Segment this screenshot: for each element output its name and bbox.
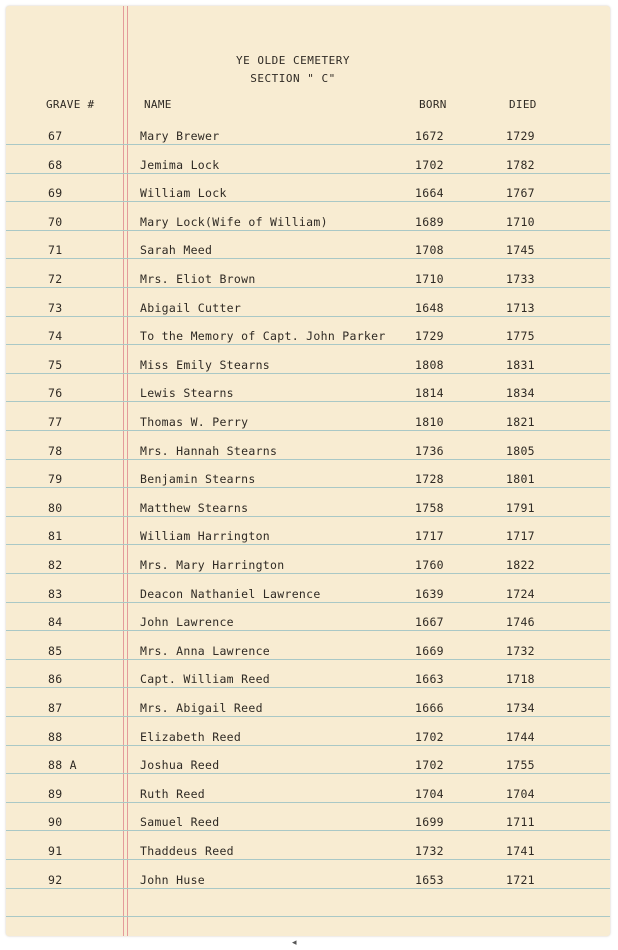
ruled-line — [6, 144, 610, 145]
birth-year: 1702 — [415, 758, 444, 773]
column-header-born: BORN — [419, 98, 447, 111]
person-name: To the Memory of Capt. John Parker — [140, 329, 386, 344]
death-year: 1732 — [506, 643, 535, 658]
death-year: 1710 — [506, 214, 535, 229]
ruled-line — [6, 602, 610, 603]
ruled-line — [6, 516, 610, 517]
table-row — [6, 472, 610, 488]
birth-year: 1808 — [415, 357, 444, 372]
birth-year: 1760 — [415, 558, 444, 572]
ruled-line — [6, 544, 610, 545]
person-name: Abigail Cutter — [140, 300, 242, 315]
grave-number: 77 — [48, 415, 63, 429]
table-row — [6, 644, 610, 660]
ruled-line — [6, 487, 610, 488]
ruled-line — [6, 201, 610, 202]
ruled-line — [6, 830, 610, 831]
death-year: 1733 — [506, 272, 535, 286]
person-name: Lewis Stearns — [140, 386, 234, 401]
birth-year: 1666 — [415, 701, 444, 715]
grave-number: 79 — [48, 472, 63, 487]
table-row — [6, 444, 610, 460]
birth-year: 1729 — [415, 329, 444, 344]
death-year: 1729 — [506, 129, 535, 143]
ruled-line — [6, 716, 610, 717]
birth-year: 1639 — [415, 586, 444, 601]
death-year: 1805 — [506, 443, 535, 458]
column-header-died: DIED — [509, 98, 537, 111]
ruled-line — [6, 401, 610, 402]
grave-number: 91 — [48, 844, 63, 858]
birth-year: 1728 — [415, 472, 444, 487]
person-name: Ruth Reed — [140, 786, 206, 801]
birth-year: 1708 — [415, 243, 444, 258]
ruled-line — [6, 859, 610, 860]
death-year: 1721 — [506, 872, 535, 887]
grave-number: 68 — [48, 157, 63, 172]
death-year: 1734 — [506, 701, 535, 715]
table-row — [6, 701, 610, 717]
death-year: 1713 — [506, 300, 535, 315]
birth-year: 1732 — [415, 844, 444, 858]
column-header-name: NAME — [144, 98, 172, 111]
table-row — [6, 272, 610, 288]
ruled-line — [6, 459, 610, 460]
grave-number: 69 — [48, 186, 63, 201]
table-row — [6, 815, 610, 831]
ruled-line — [6, 687, 610, 688]
death-year: 1724 — [506, 586, 535, 601]
birth-year: 1648 — [415, 300, 444, 315]
birth-year: 1810 — [415, 415, 444, 429]
grave-number: 78 — [48, 443, 63, 458]
birth-year: 1669 — [415, 643, 444, 658]
birth-year: 1699 — [415, 815, 444, 830]
grave-number: 75 — [48, 357, 63, 372]
table-row — [6, 730, 610, 746]
person-name: Mrs. Anna Lawrence — [140, 643, 271, 658]
person-name: Joshua Reed — [140, 758, 220, 773]
cemetery-title: YE OLDE CEMETERY — [236, 54, 350, 67]
death-year: 1745 — [506, 243, 535, 258]
ledger-sheet — [6, 6, 610, 936]
ruled-line — [6, 888, 610, 889]
table-row — [6, 844, 610, 860]
grave-number: 84 — [48, 615, 63, 630]
person-name: Miss Emily Stearns — [140, 357, 271, 372]
death-year: 1746 — [506, 615, 535, 630]
table-row — [6, 615, 610, 631]
grave-number: 88 — [48, 729, 63, 744]
person-name: Mary Lock(Wife of William) — [140, 214, 328, 229]
grave-number: 67 — [48, 129, 63, 143]
page-corner-mark: ◂ — [292, 938, 297, 948]
person-name: John Lawrence — [140, 615, 234, 630]
grave-number: 80 — [48, 500, 63, 515]
table-row — [6, 672, 610, 688]
ruled-line — [6, 745, 610, 746]
table-row — [6, 587, 610, 603]
person-name: Samuel Reed — [140, 815, 220, 830]
table-row — [6, 787, 610, 803]
grave-number: 70 — [48, 214, 63, 229]
table-row — [6, 415, 610, 431]
death-year: 1782 — [506, 157, 535, 172]
person-name: Thaddeus Reed — [140, 844, 234, 858]
death-year: 1801 — [506, 472, 535, 487]
ruled-line — [6, 773, 610, 774]
person-name: Jemima Lock — [140, 157, 220, 172]
birth-year: 1758 — [415, 500, 444, 515]
table-row — [6, 358, 610, 374]
grave-number: 76 — [48, 386, 63, 401]
person-name: Mrs. Eliot Brown — [140, 272, 256, 286]
grave-number: 83 — [48, 586, 63, 601]
grave-number: 87 — [48, 701, 63, 715]
person-name: Mrs. Mary Harrington — [140, 558, 285, 572]
death-year: 1755 — [506, 758, 535, 773]
birth-year: 1702 — [415, 157, 444, 172]
grave-number: 72 — [48, 272, 63, 286]
death-year: 1741 — [506, 844, 535, 858]
table-row — [6, 386, 610, 402]
birth-year: 1672 — [415, 129, 444, 143]
death-year: 1718 — [506, 672, 535, 687]
grave-number: 81 — [48, 529, 63, 544]
birth-year: 1710 — [415, 272, 444, 286]
table-row — [6, 501, 610, 517]
ruled-line — [6, 916, 610, 917]
death-year: 1834 — [506, 386, 535, 401]
ruled-line — [6, 802, 610, 803]
person-name: John Huse — [140, 872, 206, 887]
person-name: Mrs. Abigail Reed — [140, 701, 263, 715]
birth-year: 1704 — [415, 786, 444, 801]
birth-year: 1717 — [415, 529, 444, 544]
ruled-line — [6, 287, 610, 288]
ruled-line — [6, 258, 610, 259]
table-row — [6, 215, 610, 231]
ruled-line — [6, 344, 610, 345]
table-row — [6, 186, 610, 202]
birth-year: 1663 — [415, 672, 444, 687]
grave-number: 85 — [48, 643, 63, 658]
death-year: 1831 — [506, 357, 535, 372]
birth-year: 1814 — [415, 386, 444, 401]
section-title: SECTION " C" — [250, 72, 336, 85]
ruled-line — [6, 659, 610, 660]
table-row — [6, 158, 610, 174]
ruled-line — [6, 230, 610, 231]
table-row — [6, 243, 610, 259]
table-row — [6, 129, 610, 145]
grave-number: 88 A — [48, 758, 77, 773]
grave-number: 86 — [48, 672, 63, 687]
person-name: William Harrington — [140, 529, 271, 544]
birth-year: 1689 — [415, 214, 444, 229]
birth-year: 1702 — [415, 729, 444, 744]
death-year: 1744 — [506, 729, 535, 744]
grave-number: 92 — [48, 872, 63, 887]
ruled-line — [6, 630, 610, 631]
grave-number: 71 — [48, 243, 63, 258]
birth-year: 1664 — [415, 186, 444, 201]
person-name: Mary Brewer — [140, 129, 220, 143]
person-name: Matthew Stearns — [140, 500, 249, 515]
birth-year: 1653 — [415, 872, 444, 887]
ruled-line — [6, 316, 610, 317]
death-year: 1775 — [506, 329, 535, 344]
grave-number: 90 — [48, 815, 63, 830]
person-name: Sarah Meed — [140, 243, 213, 258]
ruled-line — [6, 173, 610, 174]
person-name: William Lock — [140, 186, 227, 201]
table-row — [6, 329, 610, 345]
person-name: Mrs. Hannah Stearns — [140, 443, 278, 458]
person-name: Benjamin Stearns — [140, 472, 256, 487]
person-name: Thomas W. Perry — [140, 415, 249, 429]
ruled-line — [6, 573, 610, 574]
ruled-line — [6, 430, 610, 431]
death-year: 1704 — [506, 786, 535, 801]
person-name: Deacon Nathaniel Lawrence — [140, 586, 321, 601]
death-year: 1821 — [506, 415, 535, 429]
grave-number: 82 — [48, 558, 63, 572]
death-year: 1711 — [506, 815, 535, 830]
grave-number: 89 — [48, 786, 63, 801]
table-row — [6, 558, 610, 574]
death-year: 1822 — [506, 558, 535, 572]
ruled-line — [6, 373, 610, 374]
table-row — [6, 301, 610, 317]
birth-year: 1667 — [415, 615, 444, 630]
person-name: Capt. William Reed — [140, 672, 271, 687]
column-header-grave: GRAVE # — [46, 98, 95, 111]
death-year: 1791 — [506, 500, 535, 515]
death-year: 1717 — [506, 529, 535, 544]
table-row — [6, 529, 610, 545]
table-row — [6, 873, 610, 889]
grave-number: 73 — [48, 300, 63, 315]
birth-year: 1736 — [415, 443, 444, 458]
person-name: Elizabeth Reed — [140, 729, 242, 744]
death-year: 1767 — [506, 186, 535, 201]
grave-number: 74 — [48, 329, 63, 344]
table-row — [6, 758, 610, 774]
